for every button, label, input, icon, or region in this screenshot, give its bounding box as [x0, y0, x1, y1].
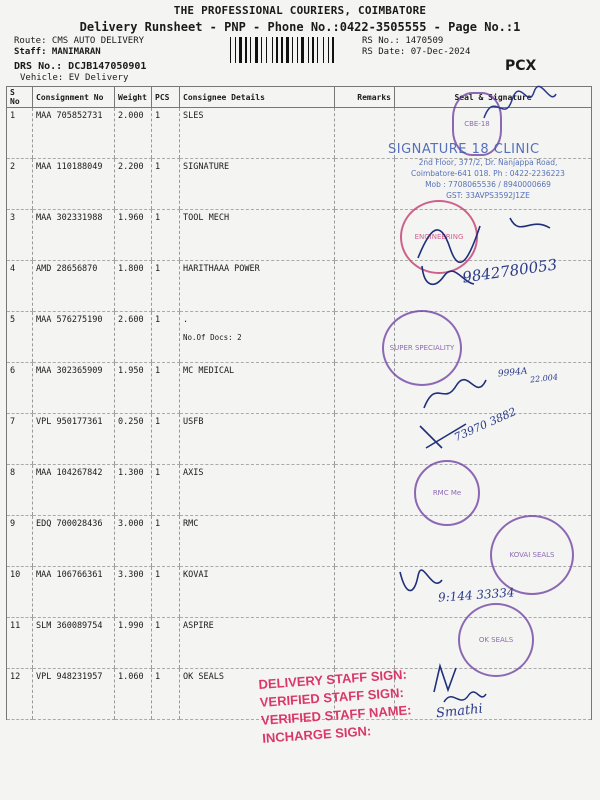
rs-date: RS Date: 07-Dec-2024: [362, 47, 471, 57]
consignee-cell: [180, 261, 335, 312]
weight-cell: [115, 159, 152, 210]
sno-text: 9: [10, 519, 16, 529]
weight-text: 0.250: [118, 417, 144, 427]
consignment-text: MAA 110188049: [36, 162, 103, 172]
pcs-cell: [152, 312, 180, 363]
pcs-text: 1: [155, 672, 161, 682]
sno-cell: [7, 414, 33, 465]
weight-text: 3.300: [118, 570, 144, 580]
pcs-cell: [152, 261, 180, 312]
consignment-text: SLM 360089754: [36, 621, 103, 631]
route-label: Route: CMS AUTO DELIVERY: [14, 36, 145, 46]
drs-number: DRS No.: DCJB147050901: [14, 61, 147, 72]
pcs-text: 1: [155, 468, 161, 478]
pcs-cell: [152, 618, 180, 669]
consignee-cell: [180, 567, 335, 618]
consignee-text: AXIS: [183, 468, 204, 478]
consignment-cell: [33, 618, 115, 669]
consignment-text: MAA 576275190: [36, 315, 103, 325]
consignment-text: MAA 104267842: [36, 468, 103, 478]
col-sno: S No: [7, 87, 33, 108]
sno-cell: [7, 210, 33, 261]
sno-text: 6: [10, 366, 16, 376]
weight-text: 1.060: [118, 672, 144, 682]
barcode-bar: [276, 37, 278, 63]
sno-text: 11: [10, 621, 21, 631]
sno-cell: [7, 516, 33, 567]
pcs-cell: [152, 210, 180, 261]
sno-text: 4: [10, 264, 16, 274]
kovai-seals-stamp: [490, 515, 574, 595]
consignee-text: SLES: [183, 111, 204, 121]
weight-cell: [115, 567, 152, 618]
barcode-bar: [323, 37, 324, 63]
pcs-cell: [152, 465, 180, 516]
pcs-text: 1: [155, 417, 161, 427]
barcode-bar: [266, 37, 267, 63]
weight-cell: [115, 261, 152, 312]
consignee-cell: [180, 363, 335, 414]
consignment-cell: [33, 210, 115, 261]
consignment-text: MAA 302365909: [36, 366, 103, 376]
ok-seals-stamp: [458, 603, 534, 677]
sno-cell: [7, 108, 33, 159]
sno-cell: [7, 312, 33, 363]
consignee-text: TOOL MECH: [183, 213, 230, 223]
sno-text: 5: [10, 315, 16, 325]
sno-text: 10: [10, 570, 21, 580]
consignee-cell: [180, 159, 335, 210]
consignment-cell: [33, 516, 115, 567]
consignment-text: MAA 302331988: [36, 213, 103, 223]
table-row: [7, 465, 592, 516]
signature-clinic-stamp: [388, 142, 588, 201]
verified-staff-name: VERIFIED STAFF NAME:: [260, 702, 412, 728]
barcode-bar: [332, 37, 334, 63]
sno-text: 2: [10, 162, 16, 172]
consignment-cell: [33, 669, 115, 720]
col-consignment: Consignment No: [33, 87, 115, 108]
col-pcs: PCS: [152, 87, 180, 108]
handwritten-phone-row8: 73970 3882: [452, 405, 519, 444]
clinic-address-2: Coimbatore-641 018. Ph : 0422-2236223: [411, 169, 565, 178]
pcs-cell: [152, 159, 180, 210]
weight-text: 2.000: [118, 111, 144, 121]
consignee-cell: [180, 312, 335, 363]
barcode-bar: [328, 37, 329, 63]
handwritten-row7: 9994A: [497, 366, 528, 380]
consignment-cell: [33, 567, 115, 618]
pcs-text: 1: [155, 519, 161, 529]
col-weight: Weight: [115, 87, 152, 108]
pcs-text: 1: [155, 366, 161, 376]
pcs-text: 1: [155, 570, 161, 580]
col-consignee: Consignee Details: [180, 87, 335, 108]
pcs-text: 1: [155, 162, 161, 172]
pcs-cell: [152, 669, 180, 720]
clinic-address-1: 2nd Floor, 377/2, Dr. Nanjappa Road,: [418, 158, 558, 167]
consignment-cell: [33, 414, 115, 465]
signature-row7: [420, 372, 490, 412]
barcode-bar: [255, 37, 258, 63]
rmc-seal-stamp: [414, 460, 480, 526]
pcs-cell: [152, 363, 180, 414]
remarks-cell: [335, 210, 395, 261]
remarks-cell: [335, 414, 395, 465]
barcode-bar: [301, 37, 304, 63]
sno-cell: [7, 618, 33, 669]
consignee-text: MC MEDICAL: [183, 366, 235, 376]
pcs-text: 1: [155, 213, 161, 223]
pcs-cell: [152, 516, 180, 567]
consignment-text: EDQ 700028436: [36, 519, 103, 529]
handwritten-phone-row11: 9:144 33334: [437, 585, 515, 605]
remarks-cell: [335, 618, 395, 669]
weight-text: 1.300: [118, 468, 144, 478]
weight-cell: [115, 414, 152, 465]
barcode-bar: [239, 37, 242, 63]
consignee-cell: [180, 210, 335, 261]
remarks-cell: [335, 465, 395, 516]
weight-text: 1.800: [118, 264, 144, 274]
consignment-text: MAA 106766361: [36, 570, 103, 580]
pcs-text: 1: [155, 621, 161, 631]
pcx-mark: PCX: [505, 58, 537, 74]
consignee-text: ASPIRE: [183, 621, 214, 631]
barcode-icon: [228, 37, 354, 63]
barcode-bar: [230, 37, 231, 63]
consignment-text: MAA 705852731: [36, 111, 103, 121]
sno-text: 7: [10, 417, 16, 427]
weight-text: 1.960: [118, 213, 144, 223]
pcs-text: 1: [155, 264, 161, 274]
consignee-cell: [180, 414, 335, 465]
delivery-staff-sign: DELIVERY STAFF SIGN:: [258, 666, 408, 692]
remarks-cell: [335, 567, 395, 618]
barcode-bar: [286, 37, 289, 63]
handwritten-phone-row4: 9842780053: [461, 255, 559, 287]
sno-cell: [7, 159, 33, 210]
consignment-cell: [33, 465, 115, 516]
remarks-cell: [335, 159, 395, 210]
consignee-text: KOVAI: [183, 570, 209, 580]
sno-cell: [7, 465, 33, 516]
pcs-text: 1: [155, 111, 161, 121]
consignment-cell: [33, 363, 115, 414]
sles-seal-text: CBE-18: [464, 120, 490, 128]
barcode-bar: [317, 37, 318, 63]
weight-text: 2.600: [118, 315, 144, 325]
weight-cell: [115, 108, 152, 159]
barcode-bar: [250, 37, 251, 63]
barcode-bar: [235, 37, 236, 63]
col-seal-signature: Seal & Signature: [395, 87, 592, 108]
kovai-seals-text: KOVAI SEALS: [509, 551, 555, 559]
runsheet-title: Delivery Runsheet - PNP - Phone No.:0422-3505555 - Page No.:1: [79, 20, 521, 34]
remarks-cell: [335, 516, 395, 567]
consignee-text: HARITHAAA POWER: [183, 264, 260, 274]
verified-staff-name-handwritten: Smathi: [435, 701, 484, 722]
clinic-name: SIGNATURE 18 CLINIC: [388, 142, 540, 157]
consignee-text: .: [183, 315, 189, 325]
remarks-cell: [335, 363, 395, 414]
weight-cell: [115, 363, 152, 414]
handwritten-row7b: 22.004: [529, 372, 559, 385]
weight-cell: [115, 312, 152, 363]
consignment-cell: [33, 108, 115, 159]
consignee-cell: [180, 465, 335, 516]
staff-label: Staff: MANIMARAN: [14, 47, 101, 57]
barcode-bar: [261, 37, 262, 63]
consignee-cell: [180, 618, 335, 669]
weight-cell: [115, 669, 152, 720]
remarks-cell: [335, 108, 395, 159]
consignment-text: VPL 948231957: [36, 672, 103, 682]
barcode-bar: [272, 37, 273, 63]
consignment-text: VPL 950177361: [36, 417, 103, 427]
staff-sign-stamp: [258, 665, 413, 747]
consignee-text: OK SEALS: [183, 672, 224, 682]
sno-text: 1: [10, 111, 16, 121]
sno-text: 8: [10, 468, 16, 478]
clinic-gst: GST: 33AVPS3592J1ZE: [446, 191, 530, 200]
pcs-cell: [152, 108, 180, 159]
sno-text: 3: [10, 213, 16, 223]
sno-cell: [7, 669, 33, 720]
rs-number: RS No.: 1470509: [362, 36, 444, 46]
weight-text: 1.950: [118, 366, 144, 376]
sno-text: 12: [10, 672, 21, 682]
consignee-cell: [180, 108, 335, 159]
company-title: THE PROFESSIONAL COURIERS, COIMBATORE: [173, 4, 427, 17]
consignee-text: RMC: [183, 519, 199, 529]
consignee-cell: [180, 516, 335, 567]
weight-cell: [115, 465, 152, 516]
consignment-text: AMD 28656870: [36, 264, 98, 274]
consignee-text: USFB: [183, 417, 204, 427]
weight-text: 1.990: [118, 621, 144, 631]
sno-cell: [7, 261, 33, 312]
sno-cell: [7, 567, 33, 618]
pcs-cell: [152, 414, 180, 465]
consignment-cell: [33, 312, 115, 363]
table-row: [7, 312, 592, 363]
ok-seals-text: OK SEALS: [478, 636, 514, 644]
sno-cell: [7, 363, 33, 414]
barcode-bar: [308, 37, 309, 63]
weight-cell: [115, 618, 152, 669]
clinic-address-3: Mob : 7708065536 / 8940000669: [425, 180, 551, 189]
consignee-text: SIGNATURE: [183, 162, 230, 172]
pcs-text: 1: [155, 315, 161, 325]
docs-count: No.Of Docs: 2: [183, 333, 242, 342]
consignment-cell: [33, 159, 115, 210]
signature-row1: [480, 80, 560, 130]
barcode-bar: [312, 37, 314, 63]
weight-cell: [115, 516, 152, 567]
col-remarks: Remarks: [335, 87, 395, 108]
remarks-cell: [335, 261, 395, 312]
vehicle-label: Vehicle: EV Delivery: [20, 73, 129, 83]
barcode-bar: [281, 37, 283, 63]
pcs-cell: [152, 567, 180, 618]
verified-staff-sign: VERIFIED STAFF SIGN:: [259, 684, 405, 710]
barcode-bar: [245, 37, 247, 63]
consignment-cell: [33, 261, 115, 312]
barcode-bar: [297, 37, 298, 63]
weight-text: 2.200: [118, 162, 144, 172]
rmc-seal-text: RMC Me: [432, 489, 462, 497]
incharge-sign: INCHARGE SIGN:: [261, 723, 372, 746]
tool-mech-seal-text: ENGINEERING: [414, 233, 464, 241]
barcode-bar: [292, 37, 293, 63]
weight-cell: [115, 210, 152, 261]
weight-text: 3.000: [118, 519, 144, 529]
mc-medical-seal-text: SUPER SPECIALITY: [389, 344, 455, 352]
